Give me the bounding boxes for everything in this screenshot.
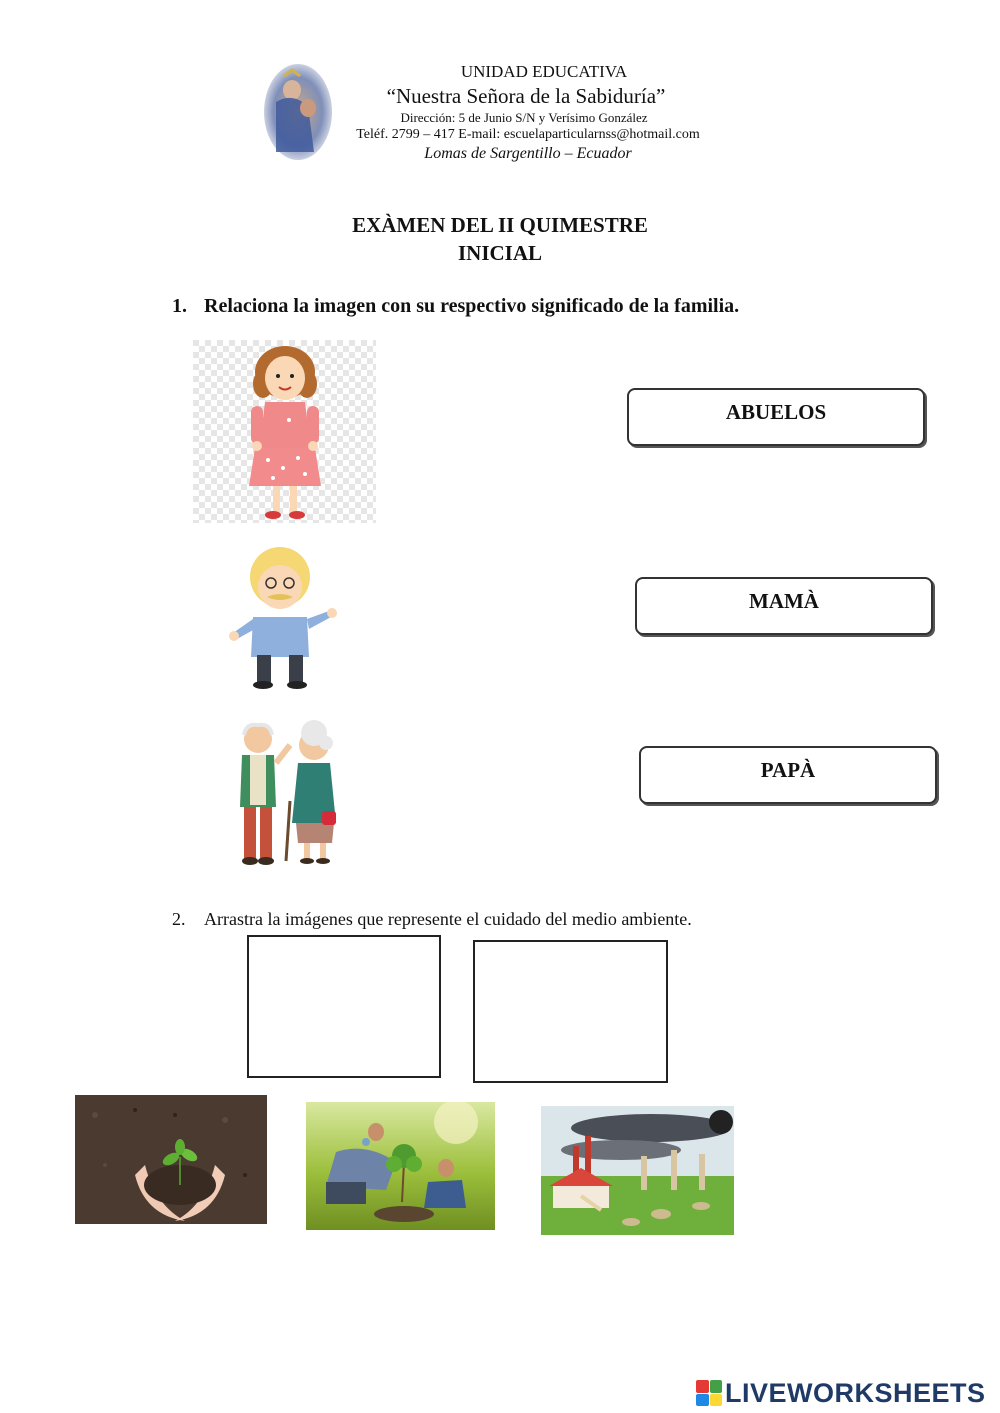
exam-subtitle: INICIAL xyxy=(457,241,543,265)
brand-name: LIVEWORKSHEETS xyxy=(725,1377,986,1408)
father-picture xyxy=(205,535,360,695)
question-1-text: Relaciona la imagen con su respectivo significado de la familia. xyxy=(204,295,740,317)
planting-photo[interactable] xyxy=(306,1102,495,1230)
seedling-photo[interactable] xyxy=(75,1095,267,1224)
school-address: Dirección: 5 de Junio S/N y Verísimo González xyxy=(400,110,648,125)
question-1 xyxy=(172,295,739,318)
drop-zone-2[interactable] xyxy=(473,940,668,1083)
grandparents-picture xyxy=(210,715,360,867)
mother-picture xyxy=(193,340,376,523)
word-box-abuelos[interactable]: ABUELOS xyxy=(627,388,925,446)
question-2-number: 2. xyxy=(172,909,186,929)
question-2-text: Arrastra la imágenes que represente el cuidado del medio ambiente. xyxy=(204,909,692,929)
school-location: Lomas de Sargentillo – Ecuador xyxy=(424,145,632,162)
school-name: “Nuestra Señora de la Sabiduría” xyxy=(386,84,666,108)
school-contact: Teléf. 2799 – 417 E-mail: escuelaparticularnss@hotmail.com xyxy=(356,127,700,142)
brand-mark-icon xyxy=(696,1380,722,1406)
liveworksheets-logo xyxy=(696,1376,986,1410)
question-1-number: 1. xyxy=(172,295,187,317)
exam-title: EXÀMEN DEL II QUIMESTRE xyxy=(352,213,648,237)
question-2 xyxy=(172,909,692,930)
pollution-photo[interactable] xyxy=(541,1106,734,1235)
school-type: UNIDAD EDUCATIVA xyxy=(460,62,628,81)
word-box-mama[interactable]: MAMÀ xyxy=(635,577,933,635)
word-box-papa[interactable]: PAPÀ xyxy=(639,746,937,804)
drop-zone-1[interactable] xyxy=(247,935,441,1078)
